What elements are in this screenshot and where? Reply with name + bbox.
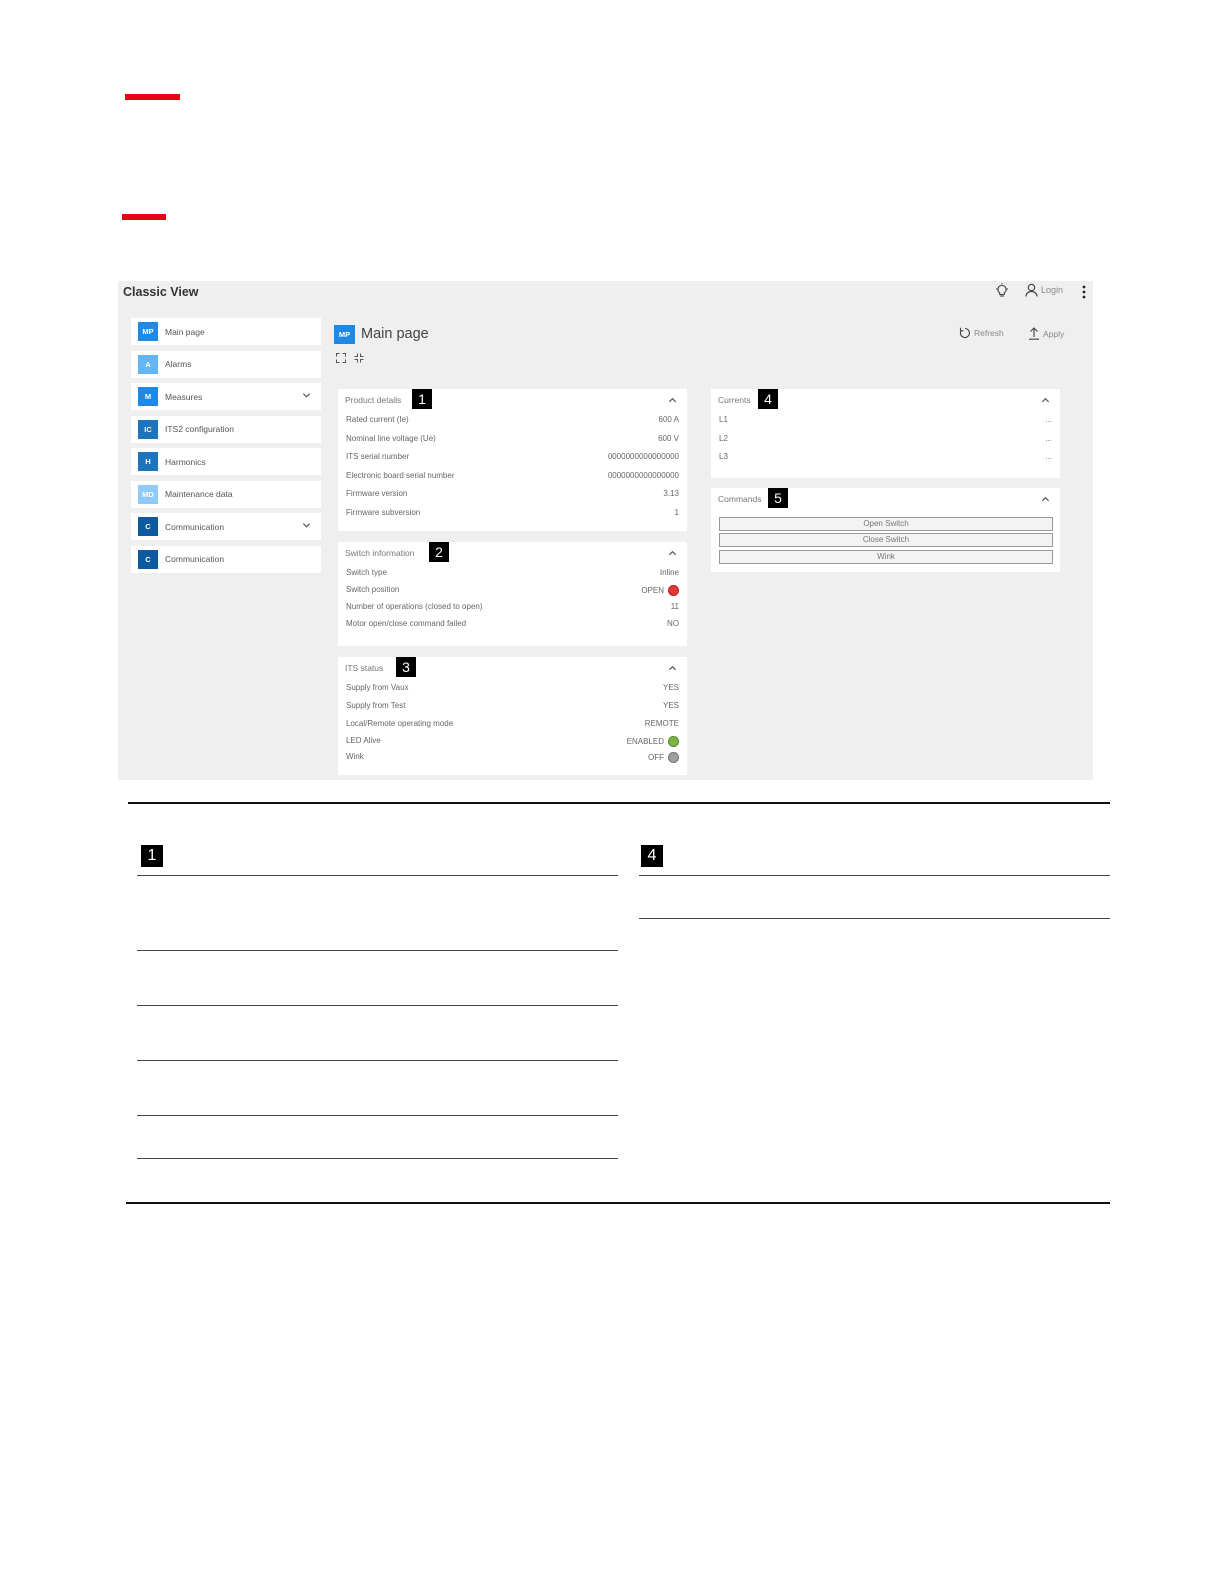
sidebar-item-its2-configuration[interactable] [131, 416, 321, 443]
more-menu-icon[interactable] [1080, 284, 1088, 300]
detail-row [338, 715, 687, 732]
panel-header [338, 657, 687, 679]
status-dot-grey [668, 752, 679, 763]
row-label: Electronic board serial number [346, 470, 455, 480]
apply-label: Apply [1043, 328, 1065, 339]
switch-information-panel [338, 542, 687, 646]
sidebar-item-measures[interactable] [131, 383, 321, 410]
sidebar-badge: M [138, 387, 158, 406]
row-value: ... [1045, 452, 1052, 461]
row-label: Switch type [346, 568, 387, 577]
table-row-divider [639, 918, 1110, 919]
panel-header [711, 488, 1060, 510]
detail-row [338, 697, 687, 715]
row-value: NO [667, 619, 679, 628]
page-badge: MP [334, 325, 355, 344]
current-row [711, 430, 1060, 449]
panel-title: Product details [345, 395, 402, 405]
upload-icon [1028, 327, 1040, 340]
row-value-with-status [627, 736, 679, 747]
lightbulb-icon[interactable] [994, 283, 1010, 299]
refresh-button[interactable] [959, 327, 1004, 339]
refresh-label: Refresh [974, 328, 1004, 338]
row-value: YES [662, 683, 679, 692]
callout-number: 3 [396, 657, 416, 677]
sidebar-item-label: Measures [165, 391, 203, 402]
row-label: Local/Remote operating mode [346, 719, 454, 728]
red-accent-bar-top [125, 94, 180, 100]
row-value: 11 [670, 602, 679, 611]
led-alive-value: ENABLED [626, 737, 664, 746]
table-row-divider [137, 950, 618, 951]
detail-row [338, 679, 687, 697]
detail-row [338, 564, 687, 581]
detail-row [338, 504, 687, 523]
row-label: Firmware subversion [346, 507, 421, 517]
login-button[interactable] [1025, 283, 1063, 297]
commands-panel [711, 488, 1060, 572]
status-dot-red [668, 585, 679, 596]
sidebar-item-label: Alarms [165, 359, 192, 369]
row-label: L2 [719, 433, 728, 443]
sidebar-item-label: Main page [165, 326, 205, 337]
detail-row [338, 467, 687, 486]
row-label: L3 [719, 452, 728, 461]
row-value: 3.13 [663, 489, 679, 498]
sidebar-item-label: Harmonics [165, 456, 206, 467]
panel-title: Currents [718, 395, 751, 405]
chevron-up-icon[interactable] [668, 549, 677, 558]
app-window [118, 281, 1093, 780]
row-value: Inline [659, 568, 679, 577]
chevron-up-icon[interactable] [1041, 396, 1050, 405]
apply-button[interactable] [1028, 327, 1064, 340]
row-label: Wink [346, 752, 364, 761]
table-row-divider [137, 1060, 618, 1061]
callout-number: 1 [412, 389, 432, 409]
panel-title: Commands [718, 494, 762, 504]
current-row [711, 448, 1060, 467]
row-label: Firmware version [346, 489, 408, 498]
panel-header [338, 542, 687, 564]
table-row-divider [137, 1158, 618, 1159]
sidebar-badge: A [138, 355, 158, 374]
table-row-divider [137, 1005, 618, 1006]
row-value: YES [662, 701, 679, 710]
sidebar-nav [131, 318, 321, 578]
user-icon [1025, 283, 1038, 297]
current-row [711, 411, 1060, 430]
page-title: Main page [361, 326, 429, 342]
sidebar-item-maintenance-data[interactable] [131, 481, 321, 508]
detail-row [338, 430, 687, 449]
wink-value: OFF [648, 753, 664, 762]
row-label: Supply from Test [346, 701, 406, 710]
row-value-with-status [641, 585, 679, 596]
sidebar-item-label: Communication [165, 521, 225, 532]
sidebar-badge: C [138, 517, 158, 536]
detail-row [338, 485, 687, 504]
chevron-up-icon[interactable] [1041, 495, 1050, 504]
sidebar-badge: MP [138, 322, 158, 341]
callout-number: 2 [429, 542, 449, 562]
sidebar-item-label: ITS2 configuration [165, 424, 234, 434]
row-label: Supply from Vaux [346, 683, 409, 692]
legend-callout-left: 1 [141, 845, 163, 867]
detail-row [338, 598, 687, 615]
row-value: ... [1045, 433, 1052, 443]
close-switch-button[interactable]: Close Switch [719, 533, 1053, 547]
sidebar-item-communication[interactable] [131, 546, 321, 573]
table-bottom-rule [126, 1202, 1110, 1204]
legend-callout-right: 4 [641, 845, 663, 867]
panel-header [338, 389, 687, 411]
row-label: Motor open/close command failed [346, 619, 467, 628]
sidebar-badge: H [138, 452, 158, 471]
table-row-divider [137, 875, 618, 876]
expand-all-icon[interactable] [336, 353, 346, 363]
collapse-all-icon[interactable] [354, 353, 364, 363]
detail-row [338, 448, 687, 467]
detail-row [338, 732, 687, 748]
panel-header [711, 389, 1060, 411]
open-switch-button[interactable]: Open Switch [719, 517, 1053, 531]
refresh-icon [959, 327, 971, 339]
callout-number: 4 [758, 389, 778, 409]
sidebar-item-label: Communication [165, 554, 225, 564]
its-status-panel [338, 657, 687, 775]
table-row-divider [639, 875, 1110, 876]
table-row-divider [137, 1115, 618, 1116]
chevron-up-icon[interactable] [668, 396, 677, 405]
row-label: Nominal line voltage (Ue) [346, 433, 436, 443]
row-value: 0000000000000000 [607, 452, 679, 461]
table-top-rule [128, 802, 1110, 804]
red-accent-bar-bottom [122, 214, 166, 220]
chevron-up-icon[interactable] [668, 664, 677, 673]
switch-position-value: OPEN [641, 586, 664, 595]
row-value: REMOTE [644, 719, 679, 728]
sidebar-item-label: Maintenance data [165, 489, 233, 499]
sidebar-badge: C [138, 550, 158, 569]
sidebar-item-harmonics[interactable] [131, 448, 321, 475]
product-details-panel [338, 389, 687, 531]
row-value: 0000000000000000 [607, 470, 679, 480]
row-label: Rated current (Ie) [346, 415, 409, 424]
row-value: 600 A [658, 415, 679, 424]
detail-row [338, 615, 687, 632]
row-label: Switch position [346, 585, 400, 594]
row-value: 600 V [658, 433, 679, 443]
wink-button[interactable]: Wink [719, 550, 1053, 564]
panel-title: ITS status [345, 663, 384, 673]
chevron-down-icon[interactable] [302, 391, 311, 400]
currents-panel [711, 389, 1060, 478]
row-value: ... [1045, 415, 1052, 424]
row-value: 1 [674, 507, 679, 517]
login-label: Login [1041, 285, 1064, 295]
row-label: LED Alive [346, 736, 381, 745]
callout-number: 5 [768, 488, 788, 508]
detail-row [338, 748, 687, 764]
sidebar-item-alarms[interactable] [131, 351, 321, 378]
detail-row [338, 581, 687, 598]
row-label: ITS serial number [346, 452, 410, 461]
detail-row [338, 411, 687, 430]
sidebar-item-main-page[interactable] [131, 318, 321, 345]
status-dot-green [668, 736, 679, 747]
sidebar-item-communication-group[interactable] [131, 513, 321, 540]
sidebar-badge: MD [138, 485, 158, 504]
chevron-down-icon[interactable] [302, 521, 311, 530]
sidebar-badge: IC [138, 420, 158, 439]
row-value-with-status [648, 752, 679, 763]
app-title: Classic View [123, 285, 199, 299]
row-label: Number of operations (closed to open) [346, 602, 483, 611]
panel-title: Switch information [345, 548, 415, 558]
row-label: L1 [719, 415, 728, 424]
